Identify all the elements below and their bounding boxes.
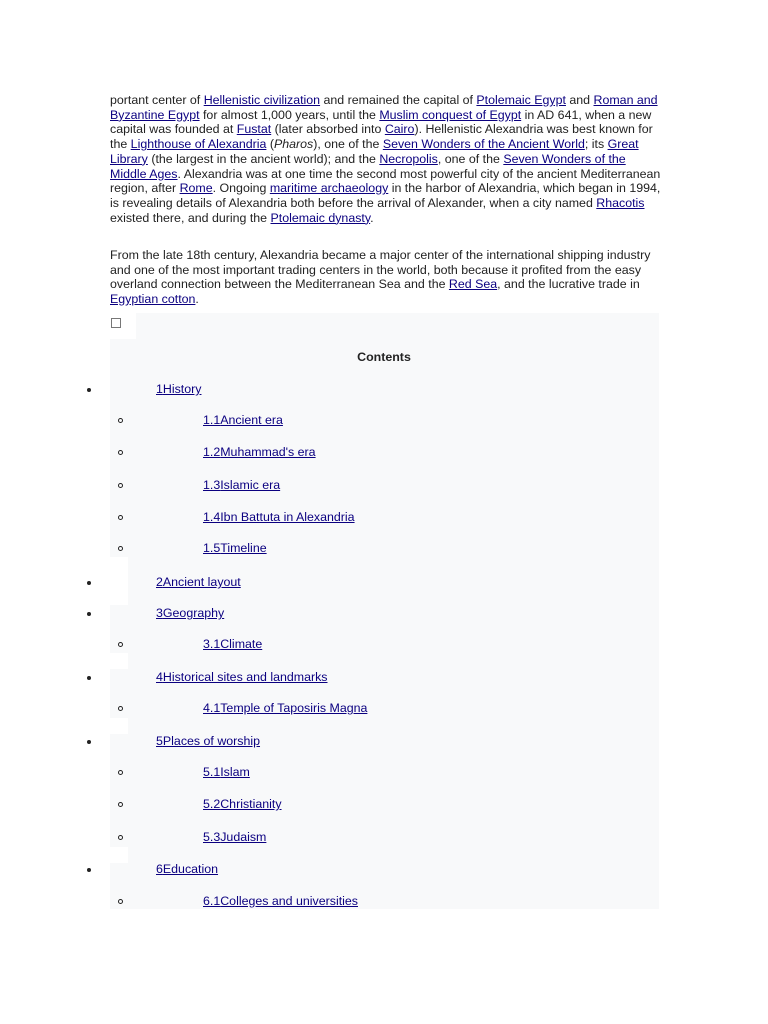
paragraph-text: (later absorbed into (271, 122, 385, 137)
toc-item-1 (156, 382, 201, 397)
paragraph-text: in AD 641, when a new capital was founded at (110, 107, 652, 137)
article-paragraph-2 (110, 248, 662, 307)
paragraph-text: and remained the capital of (320, 93, 477, 107)
paragraph-text: portant center of (110, 93, 204, 107)
article-link[interactable]: Lighthouse of Alexandria (130, 137, 267, 152)
toc-link[interactable] (203, 701, 367, 715)
paragraph-text: . Ongoing (212, 181, 270, 196)
article-link[interactable]: Egyptian cotton (110, 292, 196, 307)
article-link[interactable]: Seven Wonders of the Middle Ages (110, 151, 626, 181)
toc-link[interactable] (156, 670, 328, 684)
bullet-icon (87, 581, 91, 585)
toc-item-5-1 (203, 765, 250, 780)
toc-number: 3 (156, 606, 163, 620)
toc-number: 1.2 (203, 445, 221, 459)
paragraph-text: ). Hellenistic Alexandria was best known for the (110, 122, 653, 152)
toc-label: Climate (220, 637, 263, 651)
circle-bullet-icon (118, 899, 123, 904)
toc-number: 5.2 (203, 797, 221, 811)
toc-left-gap (110, 557, 128, 597)
article-link[interactable]: Fustat (236, 122, 272, 137)
toc-number: 6 (156, 862, 163, 876)
toc-label: Ancient layout (162, 575, 241, 589)
toc-label: Muhammad's era (220, 445, 316, 459)
article-link[interactable]: maritime archaeology (269, 181, 389, 196)
toc-item-1-4 (203, 510, 355, 525)
circle-bullet-icon (118, 515, 123, 520)
toc-item-2 (156, 575, 241, 590)
toc-link[interactable] (203, 894, 358, 908)
toc-label: Places of worship (162, 734, 261, 748)
paragraph-text: , one of the (437, 151, 504, 166)
toc-link[interactable] (203, 637, 262, 651)
article-paragraph-1 (110, 93, 662, 225)
toc-item-5-2 (203, 797, 282, 812)
toc-toggle-checkbox[interactable] (111, 318, 121, 328)
toc-link[interactable] (156, 382, 201, 396)
italic-term: Pharos (273, 137, 314, 152)
toc-label: History (162, 382, 202, 396)
paragraph-text: ), one of the (313, 137, 383, 152)
circle-bullet-icon (118, 418, 123, 423)
toc-number: 5.1 (203, 765, 221, 779)
toc-label: Historical sites and landmarks (162, 670, 328, 684)
toc-label: Timeline (220, 541, 267, 555)
paragraph-text: ( (266, 137, 274, 152)
paragraph-text: ; its (584, 137, 608, 152)
paragraph-text: for almost 1,000 years, until the (199, 107, 380, 122)
article-link[interactable]: Roman and Byzantine Egypt (110, 93, 658, 122)
article-link[interactable]: Ptolemaic dynasty (270, 210, 371, 225)
toc-link[interactable] (156, 606, 224, 620)
paragraph-text: . (370, 210, 374, 225)
toc-link[interactable] (203, 765, 250, 779)
article-link[interactable]: Red Sea (448, 277, 498, 292)
toc-link[interactable] (203, 478, 280, 492)
toc-link[interactable] (203, 830, 266, 844)
toc-label: Ancient era (220, 413, 283, 427)
article-link[interactable]: Seven Wonders of the Ancient World (382, 137, 585, 152)
bullet-icon (87, 740, 91, 744)
article-link[interactable]: Rome (179, 181, 213, 196)
toc-item-5 (156, 734, 260, 749)
circle-bullet-icon (118, 450, 123, 455)
article-link[interactable]: Necropolis (379, 151, 438, 166)
toc-number: 3.1 (203, 637, 221, 651)
paragraph-text: From the late 18th century, Alexandria became a major center of the international shipping industry and one of the most important trading centers in the world, both because it profited from the easy overland connection between the Mediterranean Sea and the (110, 248, 651, 292)
toc-label: Christianity (220, 797, 282, 811)
toc-left-gap (110, 718, 128, 734)
toc-number: 1.5 (203, 541, 221, 555)
toc-number: 1.1 (203, 413, 221, 427)
toc-label: Islamic era (220, 478, 281, 492)
paragraph-text: existed there, and during the (110, 210, 271, 225)
toc-number: 1 (156, 382, 163, 396)
toc-number: 2 (156, 575, 163, 589)
toc-label: Ibn Battuta in Alexandria (220, 510, 355, 524)
toc-title: Contents (357, 350, 411, 364)
bullet-icon (87, 388, 91, 392)
paragraph-text: . Alexandria was at one time the second most powerful city of the ancient Mediterranean region, after (110, 166, 661, 196)
toc-item-6 (156, 862, 218, 877)
circle-bullet-icon (118, 483, 123, 488)
toc-item-4-1 (203, 701, 367, 716)
toc-label: Geography (162, 606, 225, 620)
toc-item-1-2 (203, 445, 316, 460)
toc-link[interactable] (203, 541, 267, 555)
paragraph-text: , and the lucrative trade in (497, 277, 640, 292)
article-link[interactable]: Hellenistic civilization (203, 93, 321, 107)
paragraph-text: in the harbor of Alexandria, which began in 1994, is revealing details of Alexandria both before the arrival of Alexander, when a city named (110, 181, 661, 210)
toc-link[interactable] (203, 797, 282, 811)
paragraph-text: and (565, 93, 594, 107)
article-link[interactable]: Ptolemaic Egypt (476, 93, 566, 107)
circle-bullet-icon (118, 642, 123, 647)
toc-item-3-1 (203, 637, 262, 652)
circle-bullet-icon (118, 802, 123, 807)
bullet-icon (87, 676, 91, 680)
article-link[interactable]: Muslim conquest of Egypt (379, 107, 522, 122)
article-link[interactable]: Cairo (384, 122, 415, 137)
toc-link[interactable] (203, 510, 355, 524)
toc-link[interactable] (203, 413, 283, 427)
toc-number: 4.1 (203, 701, 221, 715)
toc-item-6-1 (203, 894, 358, 909)
toc-left-gap (110, 653, 128, 669)
toc-item-1-1 (203, 413, 283, 428)
toc-label: Colleges and universities (220, 894, 358, 908)
toc-link[interactable] (156, 862, 218, 876)
toc-link[interactable] (156, 575, 241, 589)
paragraph-text: . (195, 292, 199, 307)
toc-number: 5 (156, 734, 163, 748)
article-link[interactable]: Rhacotis (596, 195, 645, 210)
toc-label: Temple of Taposiris Magna (220, 701, 368, 715)
toc-number: 4 (156, 670, 163, 684)
paragraph-text: (the largest in the ancient world); and the (147, 151, 380, 166)
toc-item-5-3 (203, 830, 266, 845)
toc-label: Education (162, 862, 219, 876)
toc-label: Islam (220, 765, 250, 779)
circle-bullet-icon (118, 706, 123, 711)
toc-label: Judaism (220, 830, 267, 844)
circle-bullet-icon (118, 835, 123, 840)
toc-item-3 (156, 606, 224, 621)
article-link[interactable]: Great Library (110, 137, 639, 166)
toc-link[interactable] (203, 445, 316, 459)
toc-item-1-3 (203, 478, 280, 493)
bullet-icon (87, 612, 91, 616)
toc-number: 6.1 (203, 894, 221, 908)
toc-number: 5.3 (203, 830, 221, 844)
toc-number: 1.4 (203, 510, 221, 524)
toc-number: 1.3 (203, 478, 221, 492)
toc-left-gap (110, 847, 128, 863)
bullet-icon (87, 868, 91, 872)
circle-bullet-icon (118, 770, 123, 775)
toc-link[interactable] (156, 734, 260, 748)
toc-item-4 (156, 670, 328, 685)
circle-bullet-icon (118, 546, 123, 551)
toc-item-1-5 (203, 541, 267, 556)
